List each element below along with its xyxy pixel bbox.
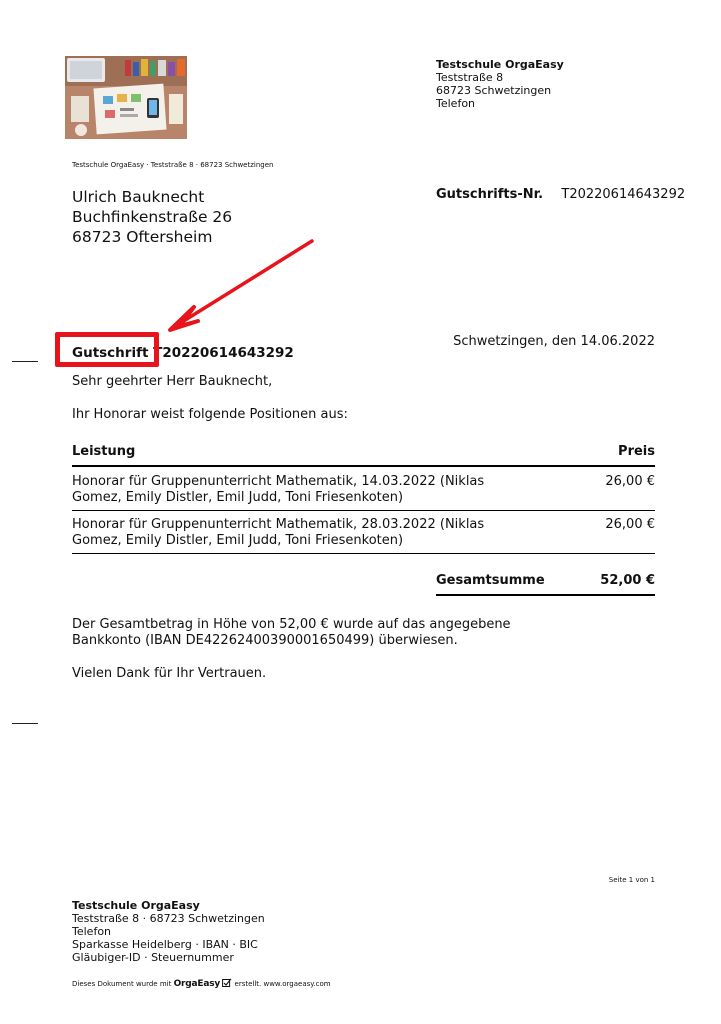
created-by-prefix: Dieses Dokument wurde mit	[72, 980, 172, 988]
row-description-line: Honorar für Gruppenunterricht Mathematik, 14.03.2022 (Niklas	[72, 474, 485, 489]
row-price: 26,00 €	[605, 517, 655, 532]
sender-block	[436, 58, 564, 110]
logo-image	[65, 56, 187, 139]
annotation-arrow	[160, 236, 320, 336]
orgaeasy-brand: OrgaEasy	[173, 979, 221, 989]
credit-number-value: T20220614643292	[561, 187, 686, 202]
intro-text: Ihr Honorar weist folgende Positionen aus:	[72, 407, 348, 422]
recipient-city: 68723 Oftersheim	[72, 228, 213, 246]
greeting: Sehr geehrter Herr Bauknecht,	[72, 374, 273, 389]
footer-block	[72, 899, 265, 964]
total-label: Gesamtsumme	[436, 573, 545, 588]
date-line: Schwetzingen, den 14.06.2022	[453, 334, 655, 349]
fold-mark-top	[12, 361, 38, 362]
total-value: 52,00 €	[600, 573, 655, 588]
created-by-suffix: erstellt. www.orgaeasy.com	[234, 980, 331, 988]
payment-text-line: Bankkonto (IBAN DE42262400390001650499) überwiesen.	[72, 633, 458, 648]
table-header-service: Leistung	[72, 444, 136, 459]
row-divider	[72, 510, 655, 511]
desk-photo-image	[65, 56, 187, 139]
row-description-line: Honorar für Gruppenunterricht Mathematik, 28.03.2022 (Niklas	[72, 517, 485, 532]
credit-number-label: Gutschrifts-Nr.	[436, 187, 544, 202]
sender-street: Teststraße 8	[436, 71, 504, 84]
recipient-name: Ulrich Bauknecht	[72, 188, 205, 206]
row-description-line: Gomez, Emily Distler, Emil Judd, Toni Friesenkoten)	[72, 533, 404, 548]
recipient-street: Buchfinkenstraße 26	[72, 208, 233, 226]
annotation-highlight-box	[55, 332, 159, 367]
footer-address: Teststraße 8 · 68723 Schwetzingen	[72, 912, 265, 925]
total-rule	[436, 594, 655, 596]
footer-name: Testschule OrgaEasy	[72, 899, 200, 912]
page-number: Seite 1 von 1	[608, 876, 655, 884]
payment-text-line: Der Gesamtbetrag in Höhe von 52,00 € wurde auf das angegebene	[72, 617, 511, 632]
created-by-line	[72, 978, 331, 989]
checkbox-icon	[222, 978, 232, 987]
footer-bank: Sparkasse Heidelberg · IBAN · BIC	[72, 938, 258, 951]
subject-title: Gutschrift T20220614643292	[72, 345, 294, 361]
footer-phone: Telefon	[72, 925, 112, 938]
credit-number	[436, 187, 685, 203]
payment-text	[72, 617, 511, 649]
footer-ids: Gläubiger-ID · Steuernummer	[72, 951, 234, 964]
table-header-price: Preis	[618, 444, 655, 459]
table-header-rule	[72, 465, 655, 467]
row-divider	[72, 553, 655, 554]
sender-return-line: Testschule OrgaEasy · Teststraße 8 · 68723 Schwetzingen	[72, 161, 274, 169]
sender-phone: Telefon	[436, 97, 476, 110]
closing-thanks: Vielen Dank für Ihr Vertrauen.	[72, 666, 267, 681]
row-description-line: Gomez, Emily Distler, Emil Judd, Toni Friesenkoten)	[72, 490, 404, 505]
row-price: 26,00 €	[605, 474, 655, 489]
sender-name: Testschule OrgaEasy	[436, 58, 564, 71]
fold-mark-bottom	[12, 723, 38, 724]
sender-city: 68723 Schwetzingen	[436, 84, 552, 97]
